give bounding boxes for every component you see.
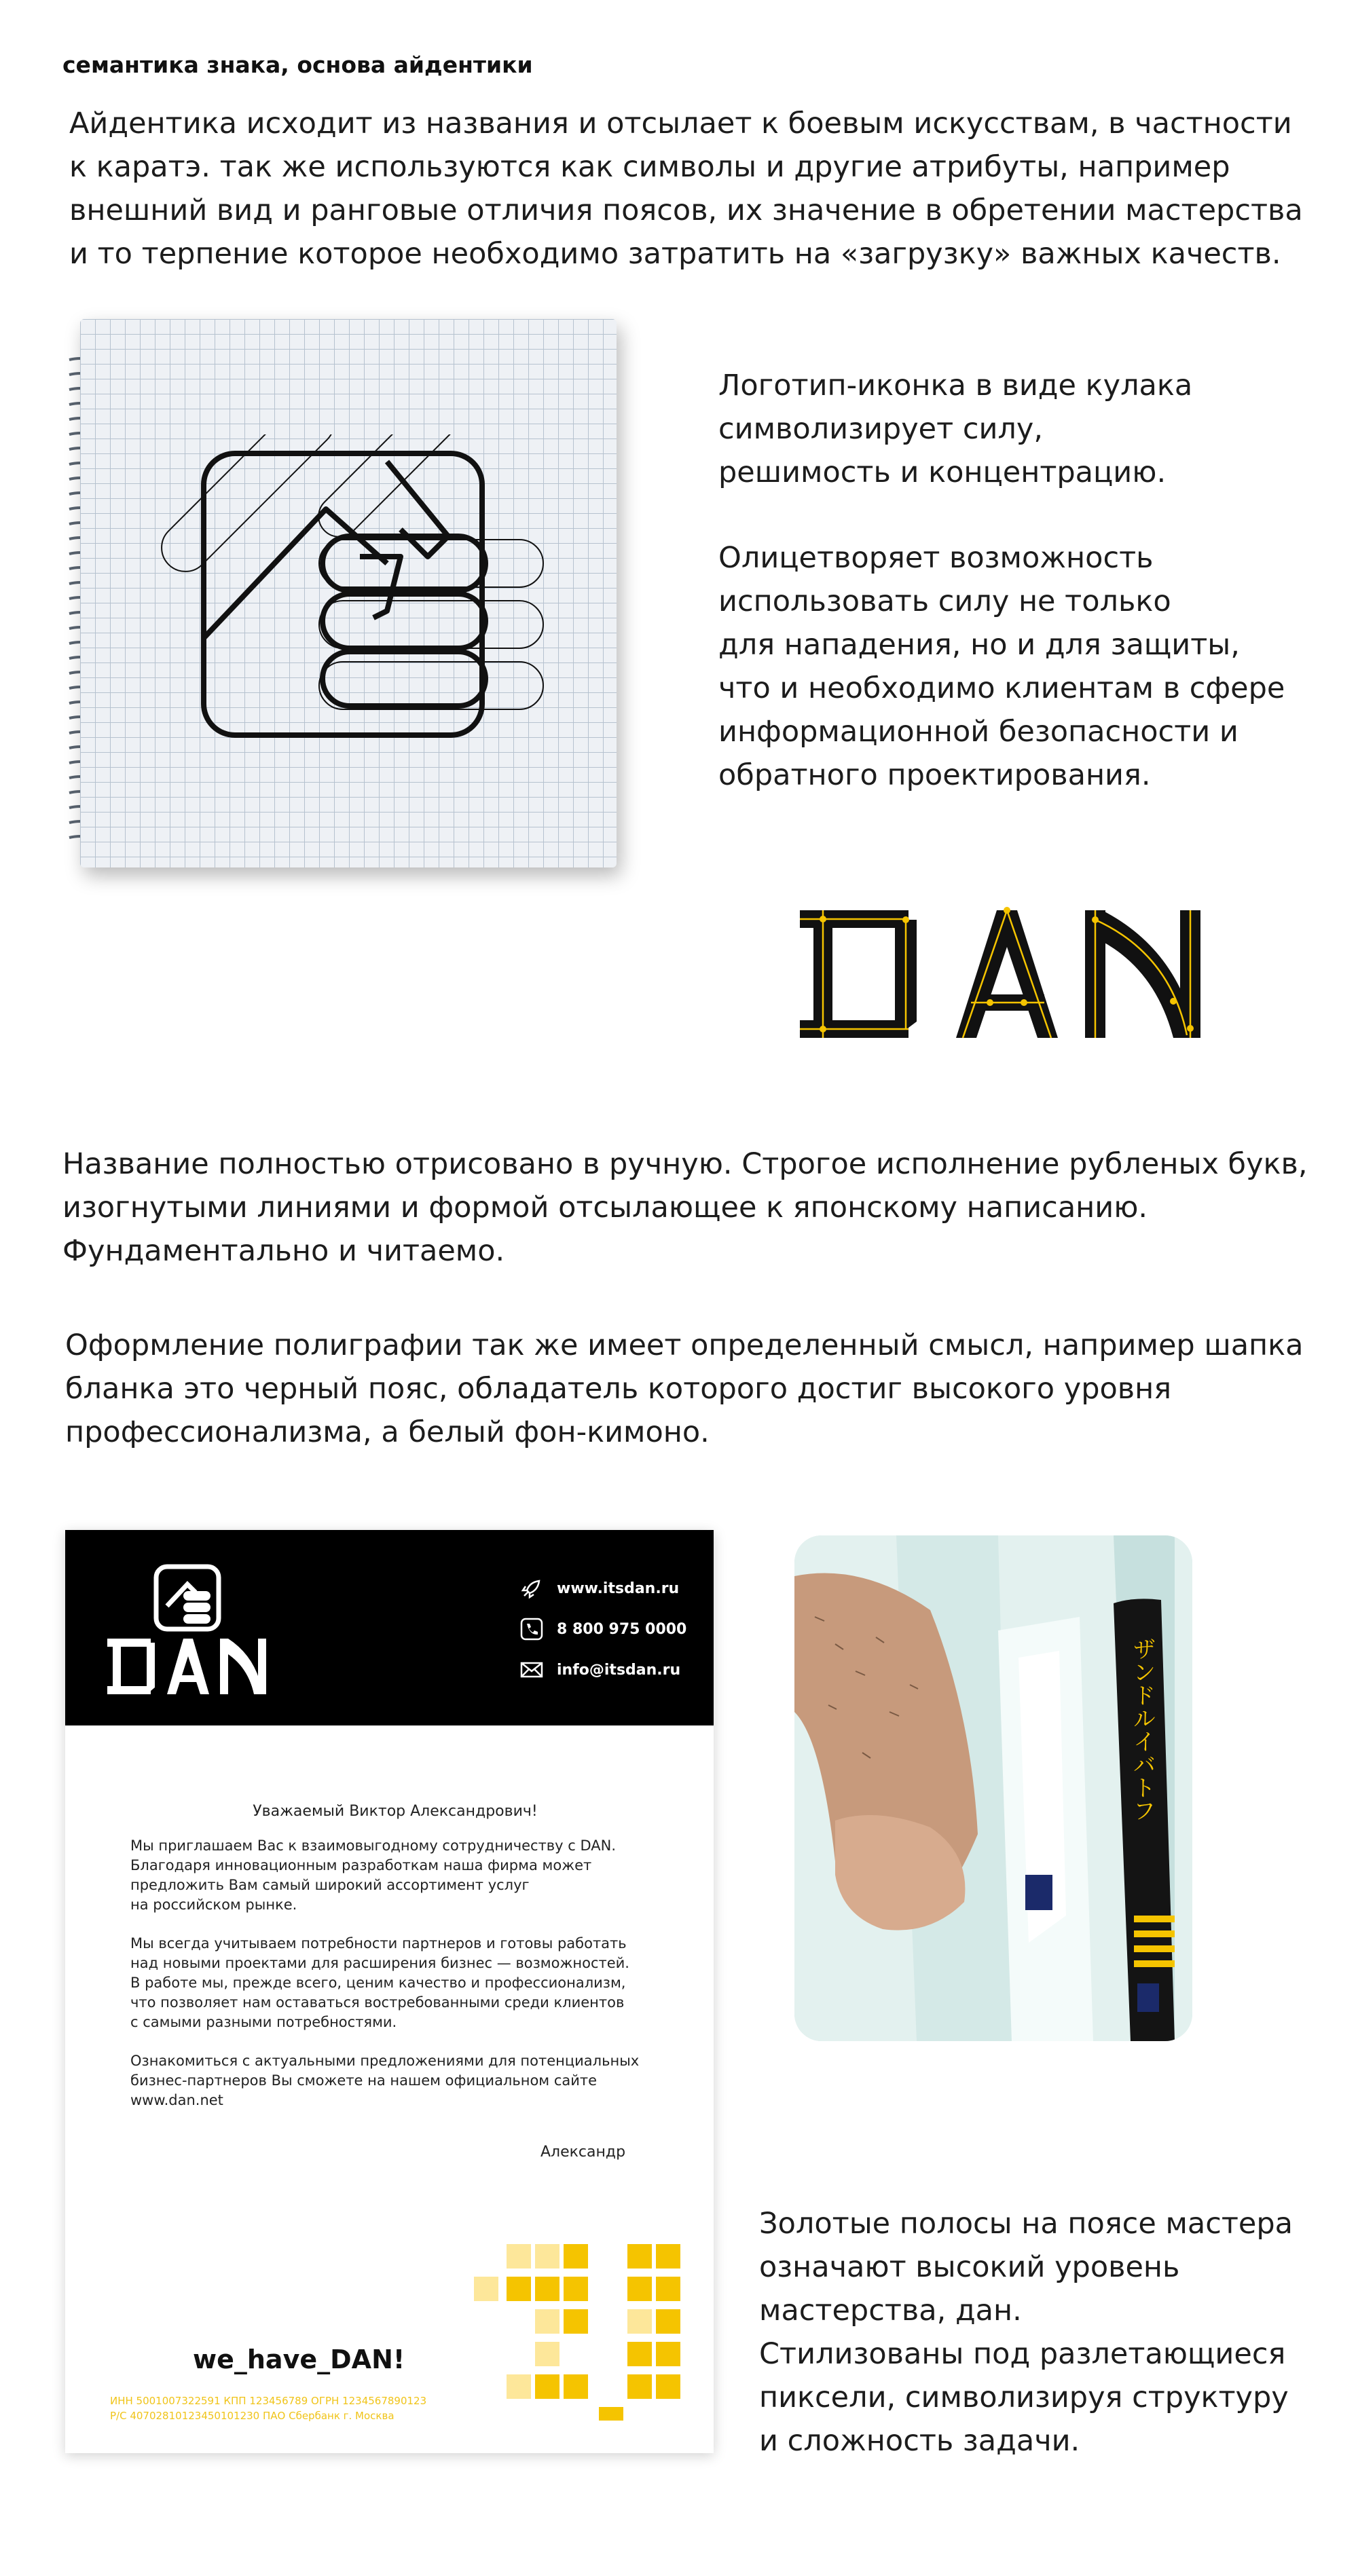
letterhead-header <box>65 1530 714 1725</box>
text-line: Мы всегда учитываем потребности партнеров и готовы работать <box>130 1935 627 1952</box>
text-line: Золотые полосы на поясе мастера <box>759 2207 1293 2241</box>
text-line: Название полностью отрисовано в ручную. Строгое исполнение рубленых букв, <box>62 1147 1308 1181</box>
contact-email <box>519 1649 686 1690</box>
letter-paragraph <box>130 2051 660 2110</box>
text-line: В работе мы, прежде всего, ценим качество и профессионализм, <box>130 1975 626 1991</box>
text-line: символизирует силу, <box>718 412 1044 446</box>
text-line: пиксели, символизируя структуру <box>759 2381 1289 2414</box>
text-line: предложить Вам самый широкий ассортимент услуг <box>130 1877 530 1893</box>
letter-greeting: Уважаемый Виктор Александрович! <box>253 1803 538 1820</box>
letterhead-contacts <box>519 1568 686 1690</box>
fist-sketch-icon <box>143 434 564 747</box>
text-line: Айдентика исходит из названия и отсылает к боевым искусствам, в частности <box>69 107 1292 141</box>
letterhead-mockup <box>65 1530 714 2453</box>
text-line: бланка это черный пояс, обладатель которого достиг высокого уровня <box>65 1372 1172 1406</box>
belt-paragraph <box>759 2202 1293 2463</box>
text-line: Логотип-иконка в виде кулака <box>718 369 1193 403</box>
text-line: Ознакомиться с актуальными предложениями для потенциальных <box>130 2053 640 2069</box>
page-heading: семантика знака, основа айдентики <box>62 52 533 78</box>
print-paragraph <box>65 1324 1304 1454</box>
phone-icon <box>519 1616 545 1642</box>
letter-requisites <box>110 2393 426 2423</box>
belt-inscription: ザンドルイバトフ <box>1128 1637 1156 1822</box>
text-line: что позволяет нам оставаться востребованными среди клиентов <box>130 1994 625 2011</box>
website-text: www.itsdan.ru <box>557 1580 680 1597</box>
contact-phone <box>519 1609 686 1649</box>
text-line: над новыми проектами для расширения бизнес — возможностей. <box>130 1955 629 1971</box>
text-line: внешний вид и ранговые отличия поясов, их значение в обретении мастерства <box>69 193 1303 227</box>
text-line: информационной безопасности и <box>718 715 1238 749</box>
letter-body <box>130 1802 660 2129</box>
text-line: мастерства, дан. <box>759 2294 1022 2328</box>
text-line: на российском рынке. <box>130 1897 297 1913</box>
pixel-belt-stripes <box>474 2244 684 2421</box>
logo-description <box>718 364 1192 494</box>
text-line: изогнутыми линиями и формой отсылающее к японскому написанию. <box>62 1191 1148 1225</box>
contact-website <box>519 1568 686 1609</box>
mail-icon <box>519 1657 545 1683</box>
logo-meaning <box>718 536 1285 797</box>
dan-logo <box>793 906 1214 1042</box>
text-line: ИНН 5001007322591 КПП 123456789 ОГРН 1234567890123 <box>110 2395 427 2407</box>
text-line: Стилизованы под разлетающиеся <box>759 2337 1286 2371</box>
text-line: обратного проектирования. <box>718 758 1151 792</box>
text-line: Мы приглашаем Вас к взаимовыгодному сотрудничеству с DAN. <box>130 1837 617 1854</box>
text-line: с самыми разными потребностями. <box>130 2014 397 2030</box>
text-line: что и необходимо клиентам в сфере <box>718 671 1285 705</box>
text-line: Фундаментально и читаемо. <box>62 1234 505 1268</box>
fist-logo-icon <box>153 1564 221 1632</box>
letter-paragraph <box>130 1836 660 1915</box>
text-line: к каратэ. так же используются как символы и другие атрибуты, например <box>69 150 1230 184</box>
text-line: использовать силу не только <box>718 584 1171 618</box>
text-line: Р/С 40702810123450101230 ПАО Сбербанк г. Москва <box>110 2410 394 2422</box>
text-line: означают высокий уровень <box>759 2250 1180 2284</box>
phone-text: 8 800 975 0000 <box>557 1620 687 1638</box>
text-line: и сложность задачи. <box>759 2424 1080 2458</box>
letter-slogan: we_have_DAN! <box>193 2345 405 2374</box>
letter-signature: Александр <box>540 2144 626 2161</box>
rocket-icon <box>519 1575 545 1601</box>
name-paragraph <box>62 1142 1308 1273</box>
text-line: для нападения, но и для защиты, <box>718 628 1240 662</box>
text-line: www.dan.net <box>130 2092 223 2108</box>
email-text: info@itsdan.ru <box>557 1661 681 1679</box>
text-line: и то терпение которое необходимо затратить на «загрузку» важных качеств. <box>69 237 1281 271</box>
text-line: профессионализма, а белый фон-кимоно. <box>65 1415 710 1449</box>
text-line: решимость и концентрацию. <box>718 455 1167 489</box>
intro-paragraph <box>69 102 1303 276</box>
letter-paragraph <box>130 1934 660 2032</box>
dan-wordmark <box>107 1639 270 1694</box>
karate-belt-photo <box>794 1535 1192 2041</box>
text-line: Оформление полиграфии так же имеет определенный смысл, например шапка <box>65 1328 1304 1362</box>
text-line: Благодаря инновационным разработкам наша фирма может <box>130 1857 592 1873</box>
text-line: Олицетворяет возможность <box>718 541 1154 575</box>
text-line: бизнес-партнеров Вы сможете на нашем официальном сайте <box>130 2072 598 2089</box>
